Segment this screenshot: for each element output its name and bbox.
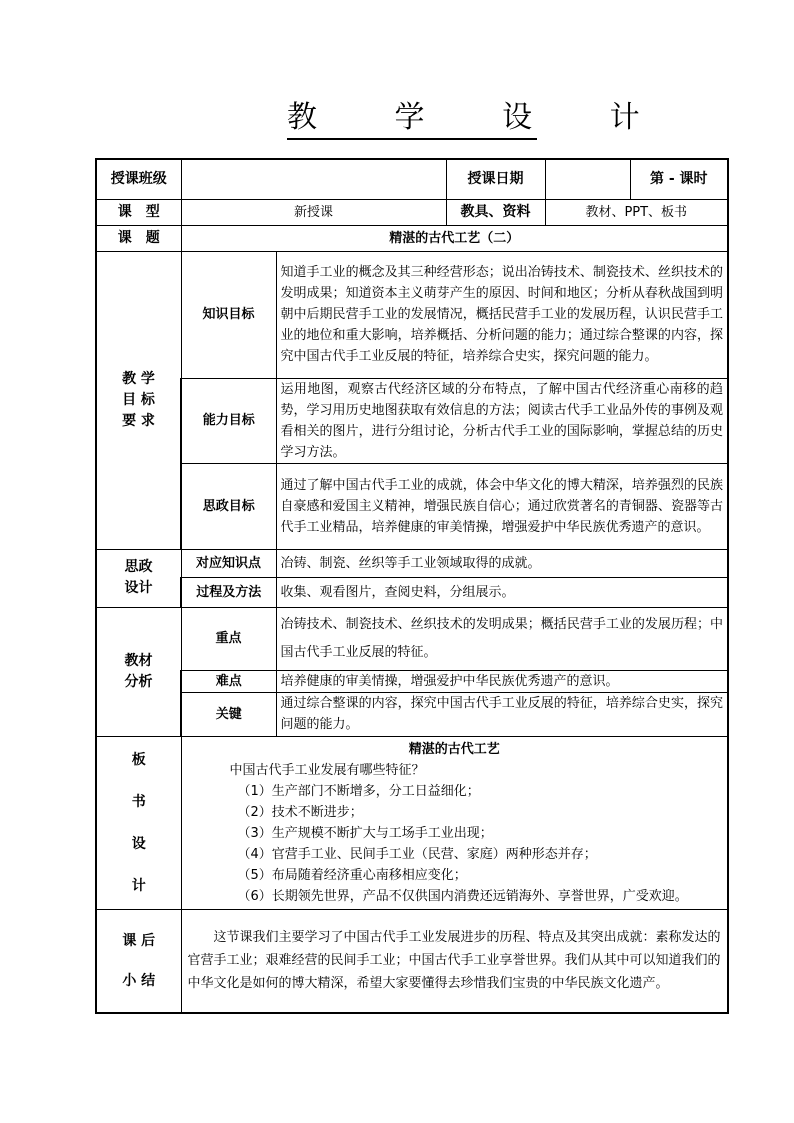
objective-row-knowledge [96,251,728,378]
lesson-plan-table [95,158,729,1014]
ability-text: 运用地图，观察古代经济区域的分布特点，了解中国古代经济重心南移的趋势，学习用历史地图获取有效信息的方法；阅读古代手工业品外传的事例及观看相关的图片，进行分组讨论，分析古代手工业的国际影响，掌握总结的历史学习方法。 [276,378,728,463]
type-value: 新授课 [181,199,446,225]
period-cell: 第 - 课时 [630,159,728,199]
class-value [181,159,446,199]
type-label: 课 型 [96,199,181,225]
tools-label: 教具、资料 [446,199,545,225]
date-value [545,159,630,199]
topic-label: 课 题 [96,225,181,251]
crux-text: 通过综合整课的内容，探究中国古代手工业反展的特征，培养综合史实，探究问题的能力。 [276,692,728,736]
crux-label: 关键 [181,692,276,736]
summary-row [96,909,728,1013]
board-item: （4）官营手工业、民间手工业（民营、家庭）两种形态并存； [237,846,597,862]
analysis-label: 教材 分析 [96,607,181,736]
header-row-class [96,159,728,199]
ideology-label: 思政目标 [181,463,276,549]
sizheng-row-method [96,577,728,607]
analysis-row-difficult [96,670,728,692]
analysis-row-crux [96,692,728,736]
key-text: 冶铸技术、制瓷技术、丝织技术的发明成果；概括民营手工业的发展历程；中国古代手工业反展的特征。 [276,607,728,670]
method-label: 过程及方法 [181,577,276,607]
date-label: 授课日期 [446,159,545,199]
key-label: 重点 [181,607,276,670]
difficult-label: 难点 [181,670,276,692]
class-label: 授课班级 [96,159,181,199]
point-label: 对应知识点 [181,549,276,577]
board-label: 板 书 设 计 [96,736,181,909]
summary-label: 课 后 小 结 [96,909,181,1013]
board-title: 精湛的古代工艺 [408,741,500,757]
board-question: 中国古代手工业发展有哪些特征？ [229,762,425,778]
board-item: （5）布局随着经济重心南移相应变化； [237,867,467,883]
point-text: 冶铸、制瓷、丝织等手工业领域取得的成就。 [276,549,728,577]
board-item: （6）长期领先世界，产品不仅供国内消费还远销海外、享誉世界，广受欢迎。 [237,888,688,904]
board-content [181,736,728,909]
sizheng-row-point [96,549,728,577]
summary-text: 这节课我们主要学习了中国古代手工业发展进步的历程、特点及其突出成就：素称发达的官营手工业；艰难经营的民间手工业；中国古代手工业享誉世界。我们从其中可以知道我们的中华文化是如何的博大精深，希望大家要懂得去珍惜我们宝贵的中华民族文化遗产。 [181,909,728,1013]
board-item: （1）生产部门不断增多，分工日益细化； [237,783,480,799]
ability-label: 能力目标 [181,378,276,463]
tools-value: 教材、PPT、板书 [545,199,728,225]
objective-row-ideology [96,463,728,549]
topic-value: 精湛的古代工艺（二） [181,225,728,251]
page-title: 教 学 设 计 [287,98,537,140]
knowledge-text: 知道手工业的概念及其三种经营形态；说出冶铸技术、制瓷技术、丝织技术的发明成果；知道资本主义萌芽产生的原因、时间和地区；分析从春秋战国到明朝中后期民营手工业的发展情况，概括民营手工业的发展历程，认识民营手工业的地位和重大影响，培养概括、分析问题的能力；通过综合整课的内容，探究中国古代手工业反展的特征，培养综合史实，探究问题的能力。 [276,251,728,378]
header-row-topic [96,225,728,251]
header-row-type [96,199,728,225]
difficult-text: 培养健康的审美情操，增强爱护中华民族优秀遗产的意识。 [276,670,728,692]
board-row [96,736,728,909]
sizheng-label: 思政 设计 [96,549,181,607]
ideology-text: 通过了解中国古代手工业的成就，体会中华文化的博大精深，培养强烈的民族自豪感和爱国主义精神，增强民族自信心；通过欣赏著名的青铜器、瓷器等古代手工业精品，培养健康的审美情操，增强爱护中华民族优秀遗产的意识。 [276,463,728,549]
knowledge-label: 知识目标 [181,251,276,378]
method-text: 收集、观看图片，查阅史料，分组展示。 [276,577,728,607]
objective-row-ability [96,378,728,463]
analysis-row-key [96,607,728,670]
board-item: （2）技术不断进步； [237,804,363,820]
board-item: （3）生产规模不断扩大与工场手工业出现； [237,825,493,841]
objectives-label: 教 学 目 标 要 求 [96,251,181,549]
